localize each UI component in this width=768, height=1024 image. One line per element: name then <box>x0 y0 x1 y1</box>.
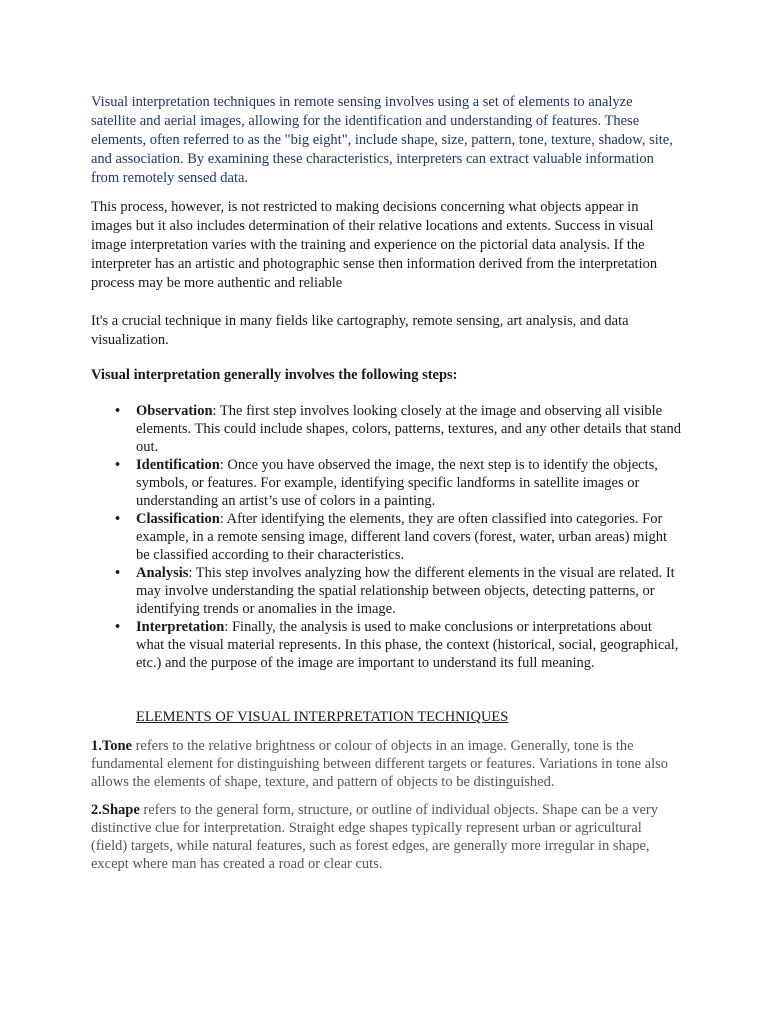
step-text: : After identifying the elements, they are often classified into categories. For example, in a remote sensing image, different land covers (forest, water, urban areas) might be classified according to their characteristics. <box>136 511 668 563</box>
step-text: : Finally, the analysis is used to make conclusions or interpretations about what the visual material represents. In this phase, the context (historical, social, geographical, etc.) and the purpose of the image are important to understand its full meaning. <box>136 619 679 671</box>
document-page <box>91 93 681 883</box>
steps-heading: Visual interpretation generally involves the following steps: <box>91 367 458 383</box>
list-item <box>115 456 681 510</box>
list-item <box>115 510 681 564</box>
intro-paragraph: Visual interpretation techniques in remote sensing involves using a set of elements to analyze satellite and aerial images, allowing for the identification and understanding of features. These elements, often referred to as the "big eight", include shape, size, pattern, tone, texture, shadow, site, and association. By examining these characteristics, interpreters can extract valuable information from remotely sensed data. <box>91 94 673 186</box>
step-term: Observation <box>136 403 213 419</box>
element-paragraph-tone <box>91 737 681 791</box>
applications-paragraph: It's a crucial technique in many fields like cartography, remote sensing, art analysis, and data visualization. <box>91 313 629 348</box>
step-text: : The first step involves looking closely at the image and observing all visible elements. This could include shapes, colors, patterns, textures, and any other details that stand out. <box>136 403 681 455</box>
element-text: refers to the relative brightness or colour of objects in an image. Generally, tone is the fundamental element for distinguishing between different targets or features. Variations in tone also allows the elements of shape, texture, and pattern of objects to be distinguished. <box>91 738 669 790</box>
process-paragraph: This process, however, is not restricted to making decisions concerning what objects appear in images but it also includes determination of their relative locations and extents. Success in visual image interpretation varies with the training and experience on the pictorial data analysis. If the interpreter has an artistic and photographic sense then information derived from the interpretation process may be more authentic and reliable <box>91 199 658 291</box>
step-text: : Once you have observed the image, the next step is to identify the objects, symbols, or features. For example, identifying specific landforms in satellite images or understanding an artist’s use of colors in a painting. <box>136 457 658 509</box>
section-heading: ELEMENTS OF VISUAL INTERPRETATION TECHNIQUES <box>136 709 509 725</box>
bullet-icon: • <box>115 457 121 473</box>
step-term: Classification <box>136 511 220 527</box>
step-term: Identification <box>136 457 220 473</box>
bullet-icon: • <box>115 403 121 419</box>
bullet-icon: • <box>115 619 121 635</box>
step-text: : This step involves analyzing how the different elements in the visual are related. It may involve understanding the spatial relationship between objects, detecting patterns, or identifying trends or anomalies in the image. <box>136 565 675 617</box>
list-item <box>115 564 681 618</box>
element-text: refers to the general form, structure, or outline of individual objects. Shape can be a very distinctive clue for interpretation. Straight edge shapes typically represent urban or agricultural (field) targets, while natural features, such as forest edges, are generally more irregular in shape, except where man has created a road or clear cuts. <box>91 802 658 872</box>
list-item <box>115 618 681 672</box>
element-paragraph-shape <box>91 801 681 873</box>
element-term: 2.Shape <box>91 802 140 818</box>
element-term: 1.Tone <box>91 738 132 754</box>
list-item <box>115 402 681 456</box>
bullet-icon: • <box>115 511 121 527</box>
step-term: Analysis <box>136 565 189 581</box>
step-term: Interpretation <box>136 619 225 635</box>
steps-list <box>91 402 681 672</box>
bullet-icon: • <box>115 565 121 581</box>
